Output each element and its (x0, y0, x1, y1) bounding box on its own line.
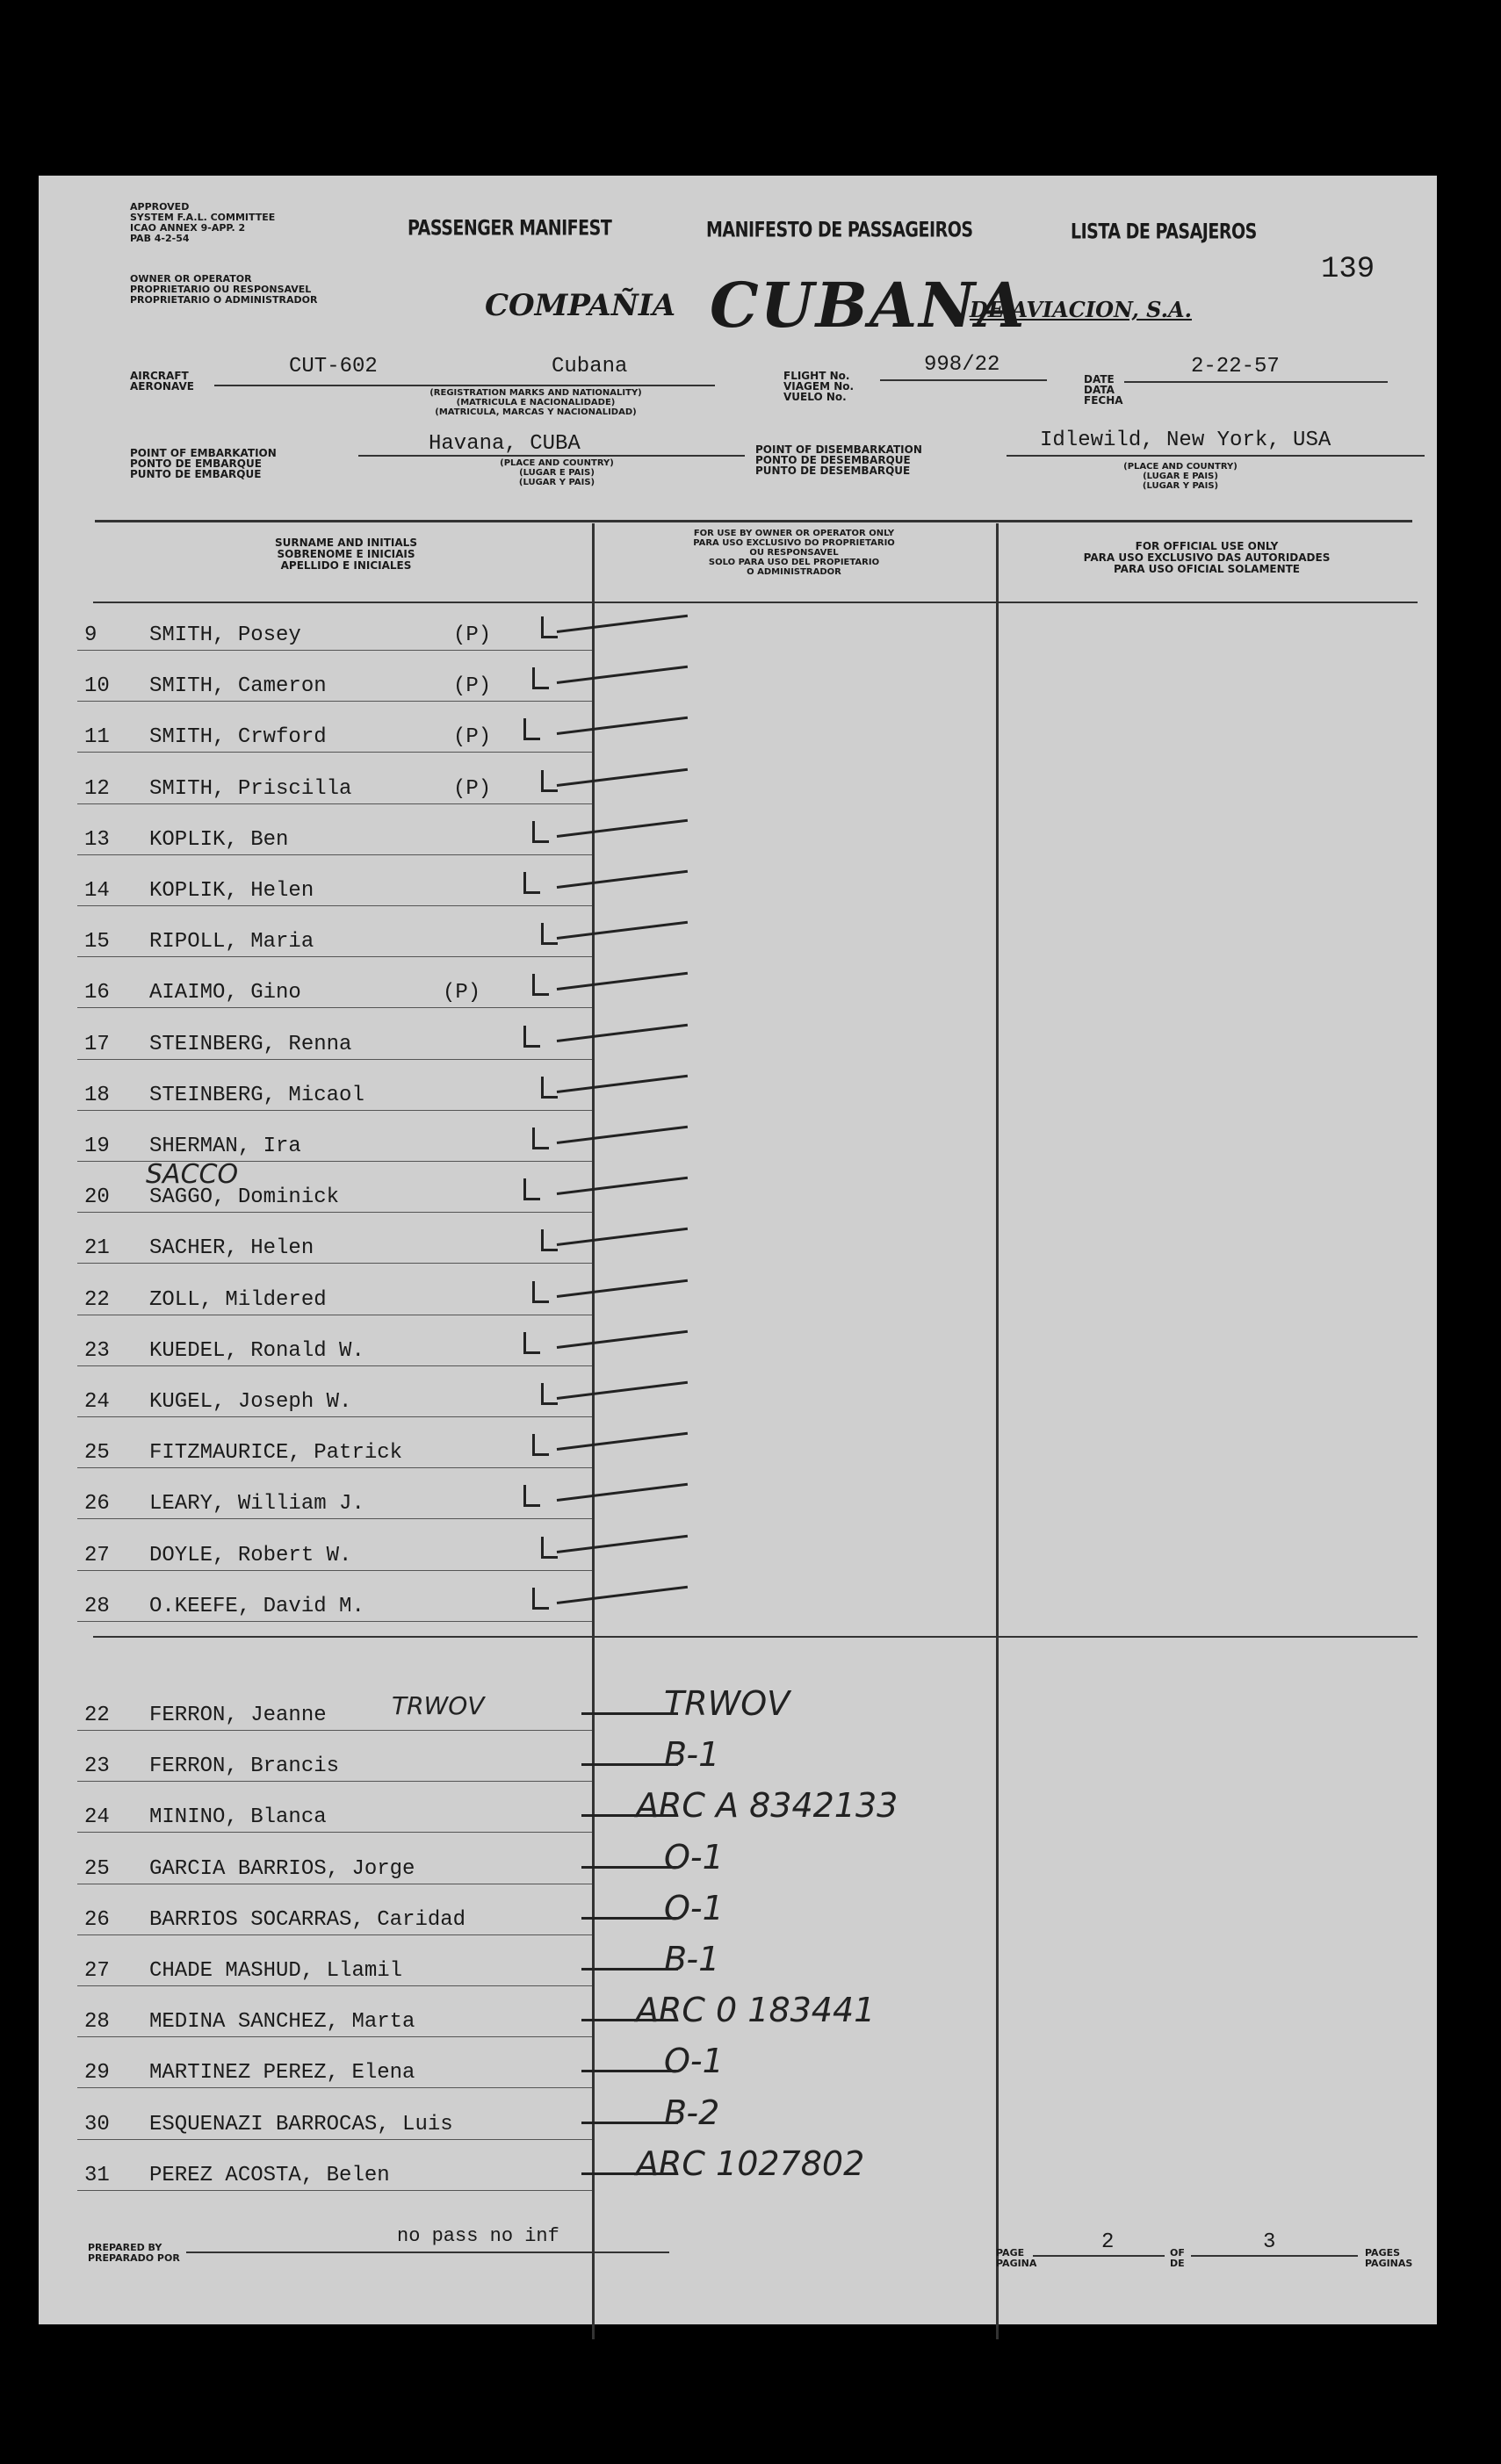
date-value: 2-22-57 (1191, 355, 1280, 378)
check-mark (541, 770, 558, 792)
owner-block (130, 274, 317, 306)
passenger-name: CHADE MASHUD, Llamil (149, 1959, 403, 1983)
passenger-name: KOPLIK, Helen (149, 879, 314, 903)
handwritten-note: B-1 (664, 1940, 720, 1978)
row-number: 13 (84, 827, 110, 852)
date-label-es: FECHA (1084, 394, 1123, 407)
row-number: 9 (84, 623, 97, 647)
title-pt: MANIFESTO DE PASSAGEIROS (706, 218, 973, 242)
check-mark (541, 616, 558, 638)
aircraft-label-pt: AERONAVE (130, 380, 194, 393)
row-number: 14 (84, 879, 110, 903)
row-number: 29 (84, 2061, 110, 2086)
of-label-en: OF (1170, 2247, 1185, 2259)
registration-caption (351, 388, 720, 417)
row-rule (77, 1570, 592, 1571)
check-stroke (557, 1228, 688, 1246)
embark-place-caption (451, 458, 662, 487)
row-rule (77, 1212, 592, 1213)
row-number: 28 (84, 2010, 110, 2035)
row-rule (77, 701, 592, 702)
check-stroke (557, 1534, 688, 1553)
col-header-owner (601, 529, 987, 577)
handwritten-note: TRWOV (664, 1684, 790, 1723)
row-number: 27 (84, 1543, 110, 1567)
check-mark (523, 1332, 540, 1354)
system-line: SYSTEM F.A.L. COMMITTEE (130, 212, 276, 223)
date-label-en: DATE (1084, 373, 1115, 385)
row-number: 22 (84, 1287, 110, 1312)
embark-value: Havana, CUBA (429, 432, 581, 456)
check-stroke (557, 1330, 688, 1349)
passenger-name: AIAIMO, Gino (149, 981, 301, 1005)
row-number: 20 (84, 1185, 110, 1210)
check-mark (523, 1026, 540, 1048)
check-mark (532, 1434, 549, 1456)
disembark-label-en: POINT OF DISEMBARKATION (755, 443, 922, 456)
row-number: 12 (84, 776, 110, 801)
col-names-pt: SOBRENOME E INICIAIS (277, 548, 415, 560)
header-bottom-rule (93, 602, 1418, 603)
row-number: 22 (84, 1704, 110, 1727)
row-rule (77, 905, 592, 906)
row-rule (77, 752, 592, 753)
row-number: 28 (84, 1594, 110, 1618)
approval-block (130, 202, 275, 244)
prepared-label (88, 2243, 180, 2264)
passenger-name: STEINBERG, Renna (149, 1032, 352, 1056)
row-rule (77, 956, 592, 957)
col-header-names (197, 537, 495, 572)
row-rule (77, 2036, 592, 2037)
check-mark (541, 1537, 558, 1559)
check-stroke (557, 1483, 688, 1502)
check-stroke (557, 870, 688, 889)
flight-value: 998/22 (924, 353, 1000, 377)
check-stroke (557, 1126, 688, 1144)
handwritten-note: ARC 1027802 (636, 2143, 865, 2183)
aircraft-label (130, 371, 194, 392)
table-top-rule (95, 520, 1412, 522)
passenger-name: KOPLIK, Ben (149, 827, 289, 852)
check-stroke (557, 1023, 688, 1041)
handwritten-note: B-2 (664, 2093, 720, 2132)
row-number: 16 (84, 981, 110, 1005)
check-mark (541, 923, 558, 945)
row-number: 25 (84, 1441, 110, 1466)
disembark-label-es: PUNTO DE DESEMBARQUE (755, 465, 911, 477)
column-divider-1 (592, 523, 595, 2339)
disembark-place-caption-en: (PLACE AND COUNTRY) (1123, 462, 1238, 472)
page-underline (1033, 2255, 1165, 2257)
row-number: 19 (84, 1135, 110, 1158)
row-rule (77, 1781, 592, 1782)
check-mark (532, 1128, 549, 1149)
owner-line-pt: PROPRIETARIO OU RESPONSAVEL (130, 284, 312, 295)
handwritten-note: B-1 (664, 1735, 720, 1775)
row-number: 26 (84, 1492, 110, 1517)
handwritten-note: O-1 (664, 2042, 724, 2081)
flight-label-es: VUELO No. (783, 391, 847, 403)
passenger-name: BARRIOS SOCARRAS, Caridad (149, 1907, 466, 1932)
col-owner-pt-2: OU RESPONSAVEL (749, 548, 839, 558)
passenger-name: ZOLL, Mildered (149, 1287, 327, 1312)
passenger-name: SMITH, Posey (149, 623, 301, 647)
prepared-label-en: PREPARED BY (88, 2242, 162, 2253)
page-label-en: PAGE (996, 2247, 1025, 2259)
passenger-name: SHERMAN, Ira (149, 1135, 301, 1158)
check-mark (532, 821, 549, 843)
flight-label-pt: VIAGEM No. (783, 380, 855, 393)
company-prefix: COMPAÑIA (485, 288, 676, 323)
check-mark (523, 718, 540, 740)
registration-caption-en: (REGISTRATION MARKS AND NATIONALITY) (429, 388, 642, 398)
footer-note: no pass no inf (397, 2225, 559, 2247)
check-stroke (557, 972, 688, 991)
row-number: 30 (84, 2112, 110, 2136)
passenger-name: SMITH, Priscilla (149, 776, 352, 801)
col-names-es: APELLIDO E INICIALES (280, 559, 412, 572)
check-mark (541, 1383, 558, 1405)
col-owner-en: FOR USE BY OWNER OR OPERATOR ONLY (693, 529, 895, 538)
icao-line: ICAO ANNEX 9-APP. 2 (130, 222, 246, 234)
check-mark (532, 1588, 549, 1610)
aircraft-underline (214, 385, 715, 386)
passenger-name: O.KEEFE, David M. (149, 1594, 364, 1618)
check-mark (532, 667, 549, 689)
flight-label-en: FLIGHT No. (783, 370, 850, 382)
row-rule (77, 1621, 592, 1622)
check-stroke (557, 1381, 688, 1400)
row-number: 26 (84, 1907, 110, 1932)
passenger-name: ESQUENAZI BARROCAS, Luis (149, 2112, 453, 2136)
embark-label-en: POINT OF EMBARKATION (130, 447, 277, 459)
check-mark (541, 1077, 558, 1099)
row-rule (77, 1007, 592, 1008)
disembark-label (755, 444, 922, 476)
row-rule (77, 1934, 592, 1935)
aircraft-nationality: Cubana (552, 355, 628, 378)
passenger-name: KUEDEL, Ronald W. (149, 1338, 364, 1363)
col-official-pt: PARA USO EXCLUSIVO DAS AUTORIDADES (1083, 551, 1331, 564)
check-stroke (557, 717, 688, 735)
row-rule (77, 1832, 592, 1833)
flight-label (783, 371, 854, 402)
col-header-official (1005, 541, 1409, 575)
handwritten-note: ARC A 8342133 (636, 1786, 898, 1826)
embark-place-caption-es: (LUGAR Y PAIS) (518, 478, 595, 487)
page-label (996, 2248, 1036, 2269)
row-rule (77, 1059, 592, 1060)
col-owner-es: SOLO PARA USO DEL PROPIETARIO (708, 558, 880, 567)
row-rule (77, 2190, 592, 2191)
passenger-tag: (P) (453, 725, 492, 750)
passenger-tag: (P) (443, 981, 481, 1005)
passenger-name: FERRON, Brancis (149, 1754, 340, 1779)
row-rule (77, 1518, 592, 1519)
passenger-tag: (P) (453, 623, 492, 647)
row-number: 25 (84, 1856, 110, 1881)
approved-line: APPROVED (130, 201, 190, 213)
check-mark (523, 872, 540, 894)
passenger-name: RIPOLL, Maria (149, 930, 314, 955)
row-rule (77, 1365, 592, 1366)
col-official-es: PARA USO OFICIAL SOLAMENTE (1113, 563, 1301, 575)
check-mark (523, 1485, 540, 1507)
of-underline (1191, 2255, 1358, 2257)
passenger-name: GARCIA BARRIOS, Jorge (149, 1856, 415, 1881)
check-stroke (557, 1279, 688, 1297)
row-rule (77, 854, 592, 855)
row-rule (77, 650, 592, 651)
passenger-name: FITZMAURICE, Patrick (149, 1441, 403, 1466)
check-stroke (557, 1432, 688, 1451)
passenger-name: MININO, Blanca (149, 1805, 327, 1830)
page-label-es: PAGINA (996, 2258, 1037, 2269)
of-value: 3 (1263, 2230, 1276, 2254)
block-separator (93, 1636, 1418, 1638)
pages-label-en: PAGES (1365, 2247, 1401, 2259)
row-number: 31 (84, 2163, 110, 2187)
aircraft-label-en: AIRCRAFT (130, 370, 189, 382)
row-rule (77, 803, 592, 804)
date-label (1084, 374, 1123, 406)
row-number: 17 (84, 1032, 110, 1056)
date-label-pt: DATA (1084, 384, 1115, 396)
passenger-name: SMITH, Crwford (149, 725, 327, 750)
embark-label (130, 448, 277, 479)
passenger-name: DOYLE, Robert W. (149, 1543, 352, 1567)
disembark-value: Idlewild, New York, USA (1040, 429, 1331, 452)
check-stroke (557, 921, 688, 940)
disembark-label-pt: PONTO DE DESEMBARQUE (755, 454, 911, 466)
handwritten-correction: SACCO (146, 1159, 239, 1190)
handwritten-note: O-1 (664, 1888, 724, 1927)
aircraft-value: CUT-602 (289, 355, 378, 378)
row-number: 10 (84, 674, 110, 699)
disembark-place-caption-pt: (LUGAR E PAIS) (1143, 472, 1218, 481)
handwritten-note: O-1 (664, 1837, 724, 1877)
handwritten-note: ARC 0 183441 (636, 1991, 876, 2030)
check-stroke (557, 819, 688, 838)
check-stroke (557, 1177, 688, 1195)
row-rule (77, 1110, 592, 1111)
column-divider-2 (996, 523, 999, 2339)
disembark-place-caption-es: (LUGAR Y PAIS) (1142, 481, 1219, 491)
owner-line: OWNER OR OPERATOR (130, 273, 252, 285)
owner-line-es: PROPRIETARIO O ADMINISTRADOR (130, 294, 318, 306)
row-rule (77, 1985, 592, 1986)
check-stroke (557, 1075, 688, 1093)
row-number: 27 (84, 1959, 110, 1983)
embark-label-es: PUNTO DE EMBARQUE (130, 468, 262, 480)
check-mark (541, 1229, 558, 1251)
row-rule (77, 1730, 592, 1731)
manifest-page (39, 176, 1437, 2324)
registration-caption-es: (MATRICULA, MARCAS Y NACIONALIDAD) (435, 407, 637, 417)
row-number: 18 (84, 1083, 110, 1107)
embark-label-pt: PONTO DE EMBARQUE (130, 457, 262, 470)
flight-underline (880, 379, 1047, 381)
passenger-name: PEREZ ACOSTA, Belen (149, 2163, 390, 2187)
passenger-name: FERRON, Jeanne (149, 1704, 327, 1727)
date-underline (1124, 381, 1388, 383)
row-number: 23 (84, 1338, 110, 1363)
of-label (1170, 2248, 1185, 2269)
passenger-name: STEINBERG, Micaol (149, 1083, 364, 1107)
col-official-en: FOR OFFICIAL USE ONLY (1135, 540, 1279, 552)
check-stroke (557, 666, 688, 684)
passenger-name: SAGGO, Dominick (149, 1185, 340, 1210)
row-rule (77, 1263, 592, 1264)
row-number: 15 (84, 930, 110, 955)
passenger-tag: (P) (453, 674, 492, 699)
col-owner-es-2: O ADMINISTRADOR (747, 567, 841, 577)
check-mark (532, 1281, 549, 1303)
disembark-place-caption (1075, 462, 1286, 491)
row-number: 11 (84, 725, 110, 750)
passenger-name: LEARY, William J. (149, 1492, 364, 1517)
check-mark (523, 1178, 540, 1200)
of-label-es: DE (1170, 2258, 1185, 2269)
row-number: 21 (84, 1236, 110, 1261)
check-mark (532, 974, 549, 996)
check-stroke (557, 1586, 688, 1604)
passenger-name: SACHER, Helen (149, 1236, 314, 1261)
title-es: LISTA DE PASAJEROS (1071, 220, 1257, 244)
col-owner-pt: PARA USO EXCLUSIVO DO PROPRIETARIO (693, 538, 895, 548)
row-number: 24 (84, 1805, 110, 1830)
check-stroke (557, 615, 688, 633)
pages-label (1365, 2248, 1412, 2269)
pages-label-es: PAGINAS (1365, 2258, 1413, 2269)
check-stroke (557, 767, 688, 786)
page-value: 2 (1101, 2230, 1115, 2254)
passenger-tag: (P) (453, 776, 492, 801)
passenger-name: MEDINA SANCHEZ, Marta (149, 2010, 415, 2035)
passenger-name: MARTINEZ PEREZ, Elena (149, 2061, 415, 2086)
passenger-name: KUGEL, Joseph W. (149, 1390, 352, 1414)
row-rule (77, 1467, 592, 1468)
registration-caption-pt: (MATRICULA E NACIONALIDADE) (456, 398, 616, 407)
page-stamp-number: 139 (1321, 253, 1375, 286)
title-en: PASSENGER MANIFEST (408, 216, 612, 241)
row-number: 24 (84, 1390, 110, 1414)
company-suffix: DE AVIACION, S.A. (970, 297, 1192, 322)
prepared-underline (186, 2251, 669, 2253)
row-rule (77, 1416, 592, 1417)
disembark-underline (1007, 455, 1425, 457)
col-names-en: SURNAME AND INITIALS (275, 537, 417, 549)
company-logo: CUBANA (710, 269, 1027, 342)
row-rule (77, 2087, 592, 2088)
embark-place-caption-en: (PLACE AND COUNTRY) (500, 458, 614, 468)
passenger-name: SMITH, Cameron (149, 674, 327, 699)
pab-line: PAB 4-2-54 (130, 233, 190, 244)
prepared-label-es: PREPARADO POR (88, 2252, 180, 2264)
embark-place-caption-pt: (LUGAR E PAIS) (519, 468, 595, 478)
handwritten-note-left: TRWOV (392, 1691, 485, 1720)
row-number: 23 (84, 1754, 110, 1779)
row-rule (77, 2139, 592, 2140)
